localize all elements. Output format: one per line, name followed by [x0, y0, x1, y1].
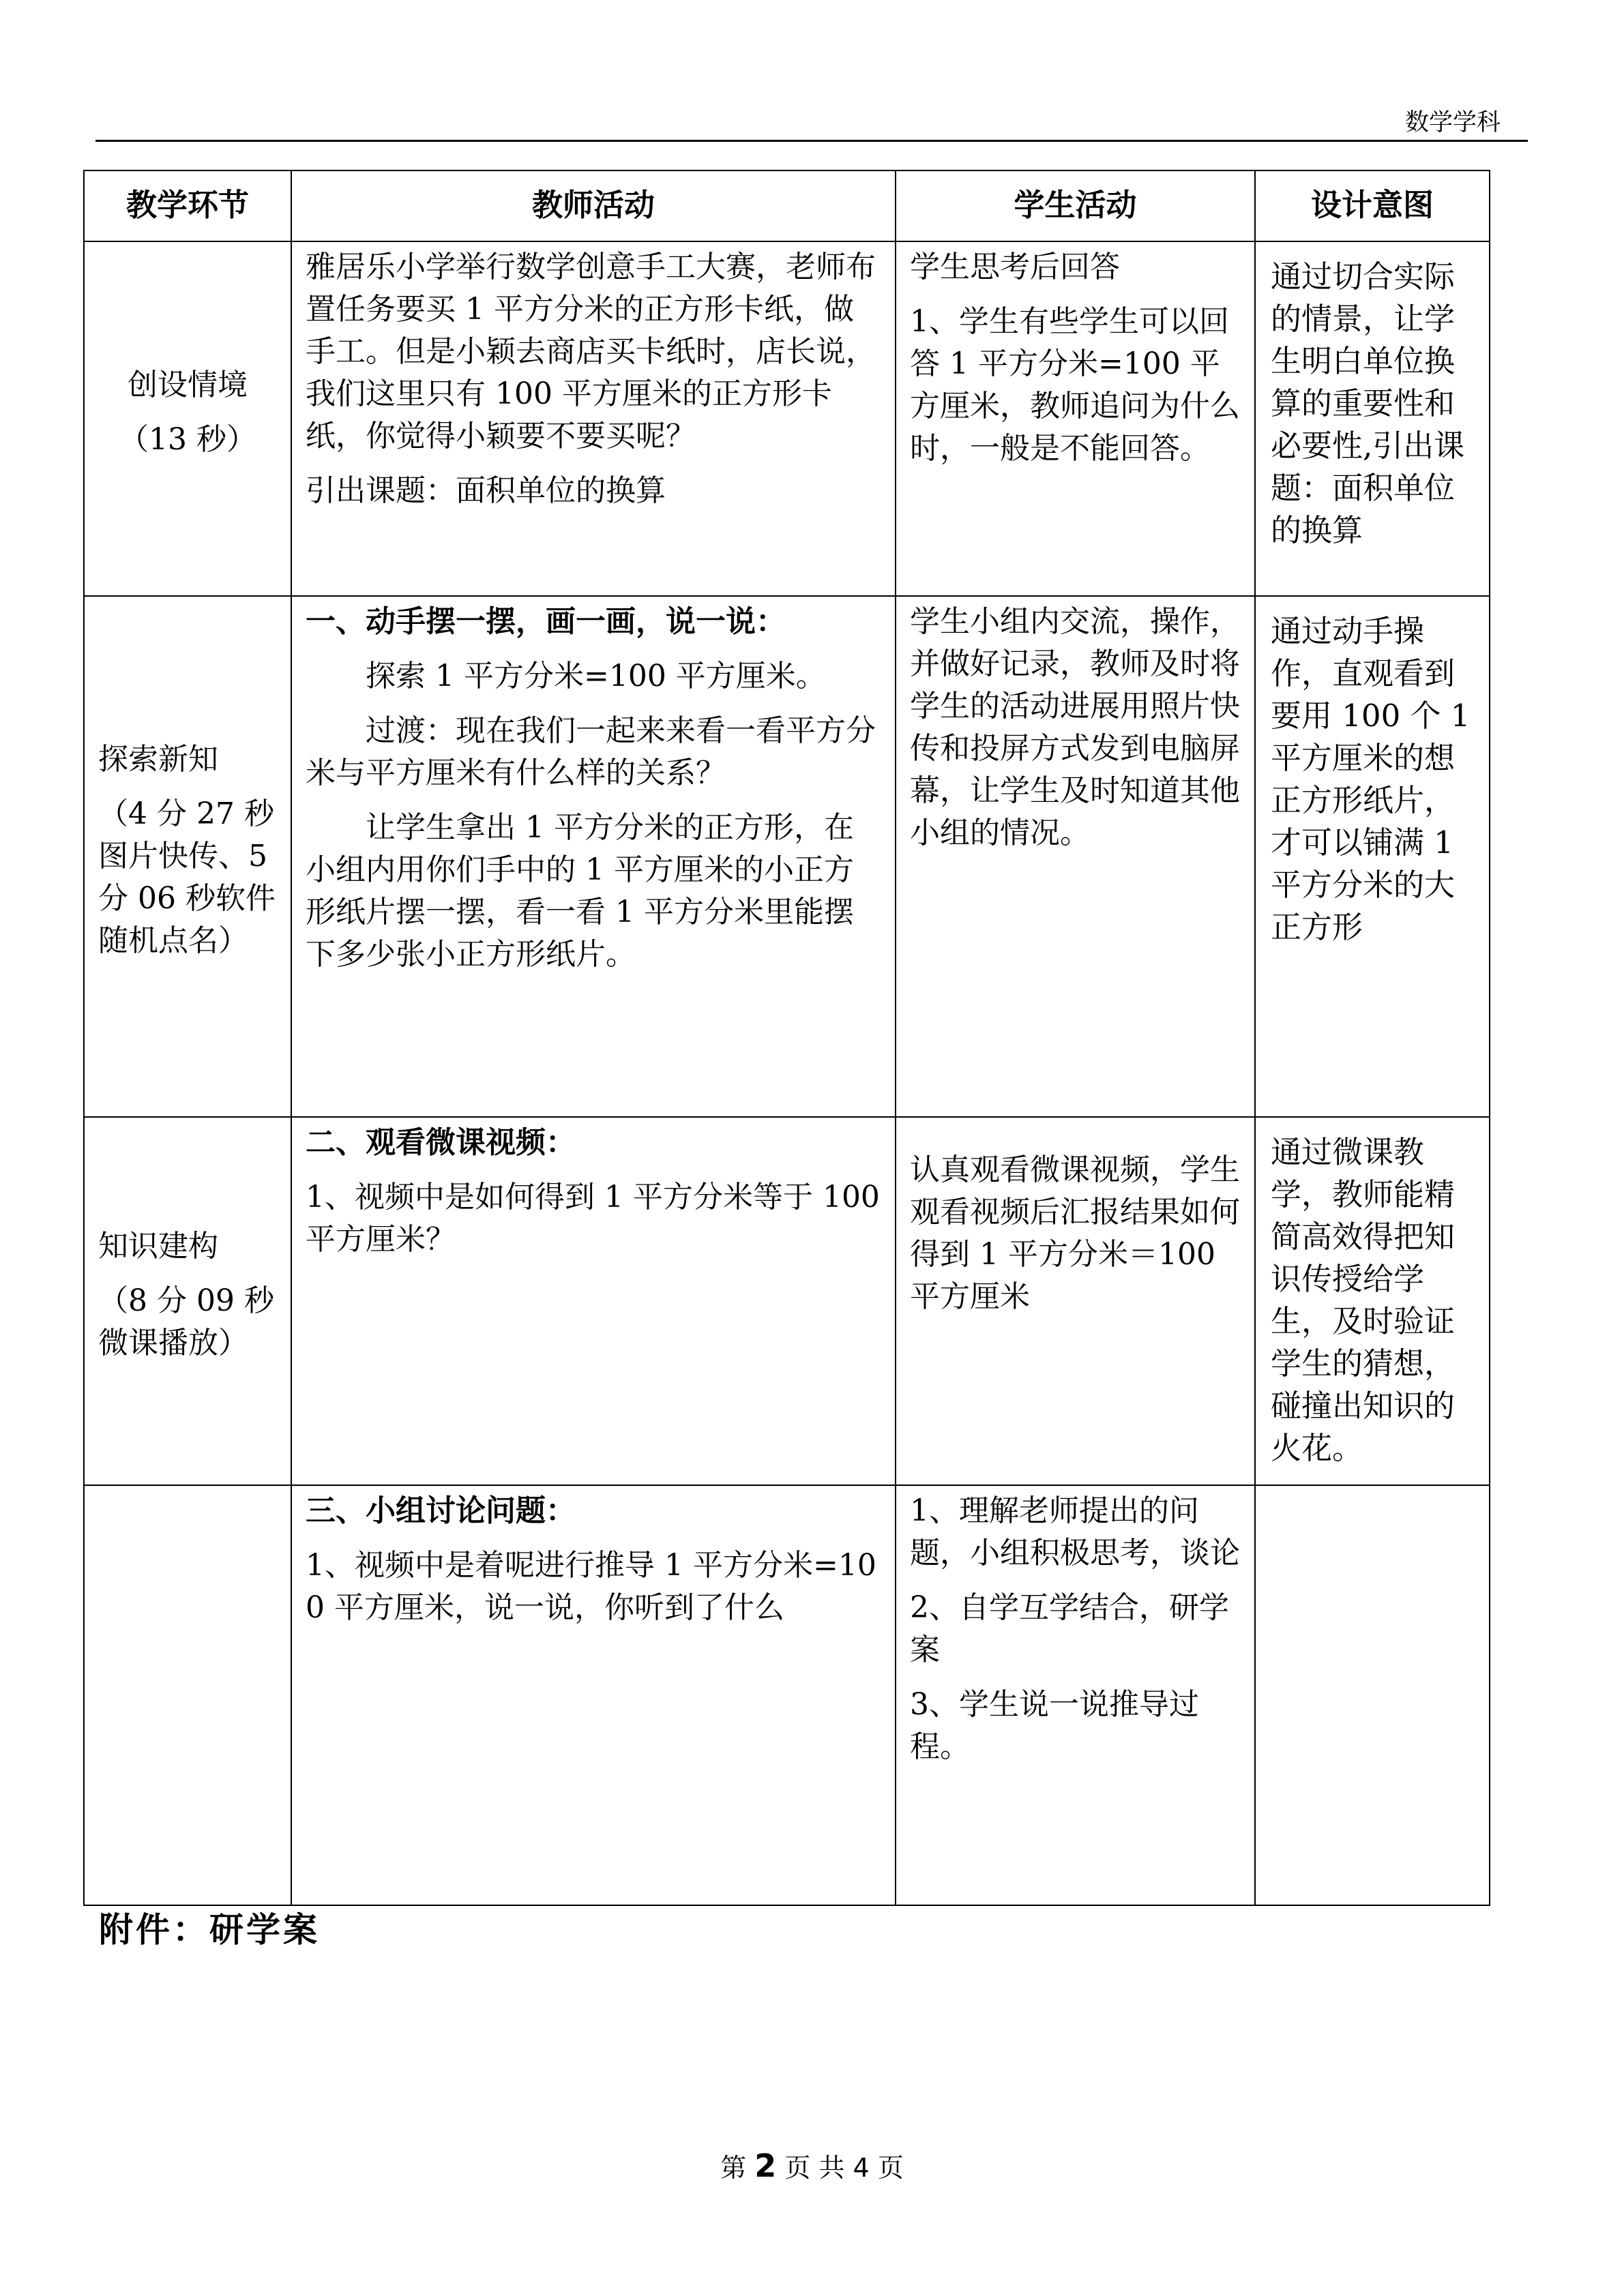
teacher-activity-cell	[291, 1485, 896, 1905]
attachment-label: 附件：研学案	[99, 1910, 320, 1950]
column-header-teacher: 教师活动	[291, 170, 896, 241]
teacher-text: 过渡：现在我们一起来来看一看平方分米与平方厘米有什么样的关系？	[306, 713, 876, 790]
student-text: 认真观看微课视频，学生观看视频后汇报结果如何得到 1 平方分米＝100 平方厘米	[910, 1152, 1240, 1314]
student-text: 3、学生说一说推导过程。	[910, 1687, 1199, 1764]
student-activity-cell: 学生小组内交流，操作，并做好记录，教师及时将学生的活动进展用照片快传和投屏方式发到电脑屏幕，让学生及时知道其他小组的情况。	[896, 596, 1255, 1117]
teacher-text: 1、视频中是如何得到 1 平方分米等于 100 平方厘米？	[306, 1180, 880, 1257]
teacher-section-title: 二、观看微课视频：	[306, 1125, 576, 1160]
footer-prefix: 第	[720, 2153, 747, 2183]
current-page-number: 2	[754, 2147, 777, 2184]
student-activity-cell	[896, 1485, 1255, 1905]
teacher-activity-cell	[291, 1117, 896, 1485]
table-row	[84, 1485, 1490, 1905]
design-intent-cell: 通过微课教学，教师能精简高效得把知识传授给学生，及时验证学生的猜想，碰撞出知识的火花。	[1255, 1117, 1490, 1485]
stage-cell	[84, 1117, 291, 1485]
stage-name: 创设情境	[128, 368, 248, 402]
stage-cell	[84, 1485, 291, 1905]
student-text: 1、学生有些学生可以回答 1 平方分米=100 平方厘米，教师追问为什么时，一般是不能回答。	[910, 304, 1240, 466]
teacher-text: 探索 1 平方分米=100 平方厘米。	[366, 659, 826, 694]
header-divider	[95, 140, 1528, 142]
stage-time: （8 分 09 秒微课播放）	[98, 1283, 274, 1360]
stage-cell	[84, 241, 291, 596]
design-intent-cell: 通过切合实际的情景，让学生明白单位换算的重要性和必要性,引出课题：面积单位的换算	[1255, 241, 1490, 596]
teacher-activity-cell	[291, 241, 896, 596]
student-activity-cell	[896, 1117, 1255, 1485]
page-footer	[0, 2147, 1624, 2184]
teacher-text: 让学生拿出 1 平方分米的正方形，在小组内用你们手中的 1 平方厘米的小正方形纸片摆一摆，看一看 1 平方分米里能摆下多少张小正方形纸片。	[306, 810, 854, 972]
column-header-stage: 教学环节	[84, 170, 291, 241]
teacher-activity-cell	[291, 596, 896, 1117]
teacher-text: 1、视频中是着呢进行推导 1 平方分米=100 平方厘米，说一说，你听到了什么	[306, 1548, 876, 1625]
design-intent-cell: 通过动手操作，直观看到要用 100 个 1 平方厘米的想正方形纸片，才可以铺满 1 平方分米的大正方形	[1255, 596, 1490, 1117]
stage-name: 知识建构	[98, 1229, 218, 1264]
table-row	[84, 596, 1490, 1117]
stage-cell	[84, 596, 291, 1117]
stage-time: （4 分 27 秒图片快传、5 分 06 秒软件随机点名）	[98, 796, 276, 958]
design-intent-cell	[1255, 1485, 1490, 1905]
column-header-design: 设计意图	[1255, 170, 1490, 241]
student-activity-cell	[896, 241, 1255, 596]
total-page-number: 4	[853, 2153, 870, 2183]
teacher-section-title: 三、小组讨论问题：	[306, 1493, 576, 1528]
table-header-row	[84, 170, 1490, 241]
footer-middle: 页 共	[784, 2153, 845, 2183]
table-row	[84, 241, 1490, 596]
stage-time: （13 秒）	[119, 422, 256, 457]
student-text: 学生思考后回答	[910, 250, 1120, 284]
student-text: 1、理解老师提出的问题，小组积极思考，谈论	[910, 1493, 1240, 1570]
table-row	[84, 1117, 1490, 1485]
teacher-section-title: 一、动手摆一摆，画一画，说一说：	[306, 604, 786, 639]
student-text: 2、自学互学结合，研学案	[910, 1590, 1229, 1667]
column-header-student: 学生活动	[896, 170, 1255, 241]
footer-suffix: 页	[877, 2153, 904, 2183]
stage-name: 探索新知	[98, 742, 218, 777]
header-subject: 数学学科	[1404, 109, 1501, 136]
teacher-text: 引出课题：面积单位的换算	[306, 473, 666, 508]
teacher-text: 雅居乐小学举行数学创意手工大赛，老师布置任务要买 1 平方分米的正方形卡纸，做手工。但是小颖去商店买卡纸时，店长说，我们这里只有 100 平方厘米的正方形卡纸，你觉得小颖要不要买呢？	[306, 250, 876, 453]
lesson-plan-table	[83, 170, 1490, 1906]
